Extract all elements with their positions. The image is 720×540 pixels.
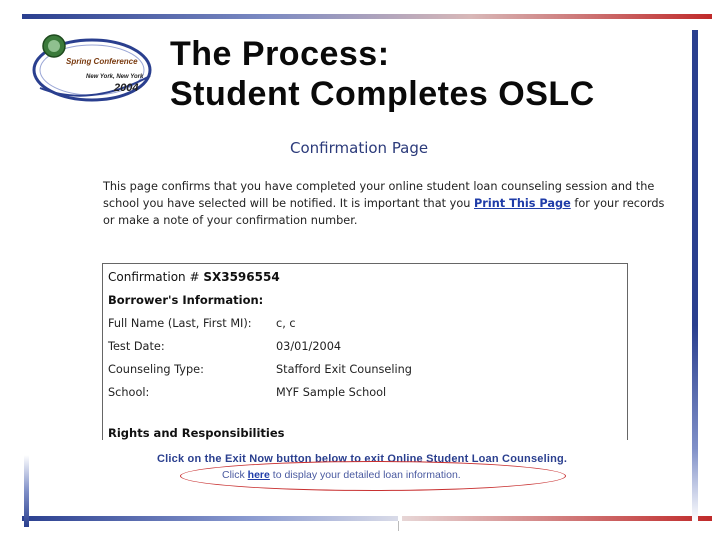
right-vertical-accent	[692, 30, 698, 522]
conference-logo	[30, 28, 160, 106]
field-label-school: School:	[108, 386, 150, 399]
confirmation-number-value: SX3596554	[203, 270, 280, 284]
logo-conference-name: Spring Conference	[66, 57, 138, 66]
left-vertical-accent	[24, 455, 29, 527]
intro-line-3: or make a note of your confirmation number.	[103, 214, 358, 227]
intro-line-2-pre: school you have selected will be notified. It is important that you	[103, 197, 475, 210]
logo-year: 2004	[114, 82, 139, 94]
field-label-full-name: Full Name (Last, First MI):	[108, 317, 252, 330]
exit-instruction-text: Click on the Exit Now button below to exit Online Student Loan Counseling.	[157, 453, 568, 465]
detail-text-pre: Click	[222, 469, 248, 481]
bottom-gradient-rule-right	[402, 516, 712, 521]
field-value-counseling-type: Stafford Exit Counseling	[276, 363, 412, 376]
rights-responsibilities-heading: Rights and Responsibilities	[108, 426, 285, 440]
confirmation-details-box	[102, 263, 628, 440]
slide-title-line-2: Student Completes OSLC	[170, 75, 595, 113]
logo-location: New York, New York	[86, 74, 144, 80]
bottom-divider-tick	[398, 521, 399, 531]
intro-line-1: This page confirms that you have completed your online student loan counseling session and the	[103, 180, 655, 193]
confirmation-page-heading: Confirmation Page	[290, 139, 429, 157]
field-label-counseling-type: Counseling Type:	[108, 363, 204, 376]
top-gradient-rule	[22, 14, 712, 19]
field-value-test-date: 03/01/2004	[276, 340, 342, 353]
print-this-page-link[interactable]: Print This Page	[474, 197, 571, 210]
confirmation-intro-paragraph	[103, 178, 665, 229]
intro-line-2-post: for your records	[570, 197, 665, 210]
confirmation-number-label: Confirmation #	[108, 270, 204, 284]
logo-swoosh-icon	[30, 28, 160, 106]
slide-title-line-1: The Process:	[170, 35, 390, 73]
confirmation-number	[108, 270, 280, 284]
field-value-full-name: c, c	[276, 317, 296, 330]
highlight-oval	[180, 461, 566, 491]
detail-text-post: to display your detailed loan information.	[269, 469, 461, 481]
field-value-school: MYF Sample School	[276, 386, 387, 399]
field-label-test-date: Test Date:	[108, 340, 165, 353]
borrower-info-heading: Borrower's Information:	[108, 293, 264, 307]
slide-title	[170, 34, 690, 114]
bottom-gradient-rule-left	[22, 516, 398, 521]
detailed-loan-info-link[interactable]: here	[247, 469, 270, 481]
intro-line-2	[103, 195, 665, 212]
